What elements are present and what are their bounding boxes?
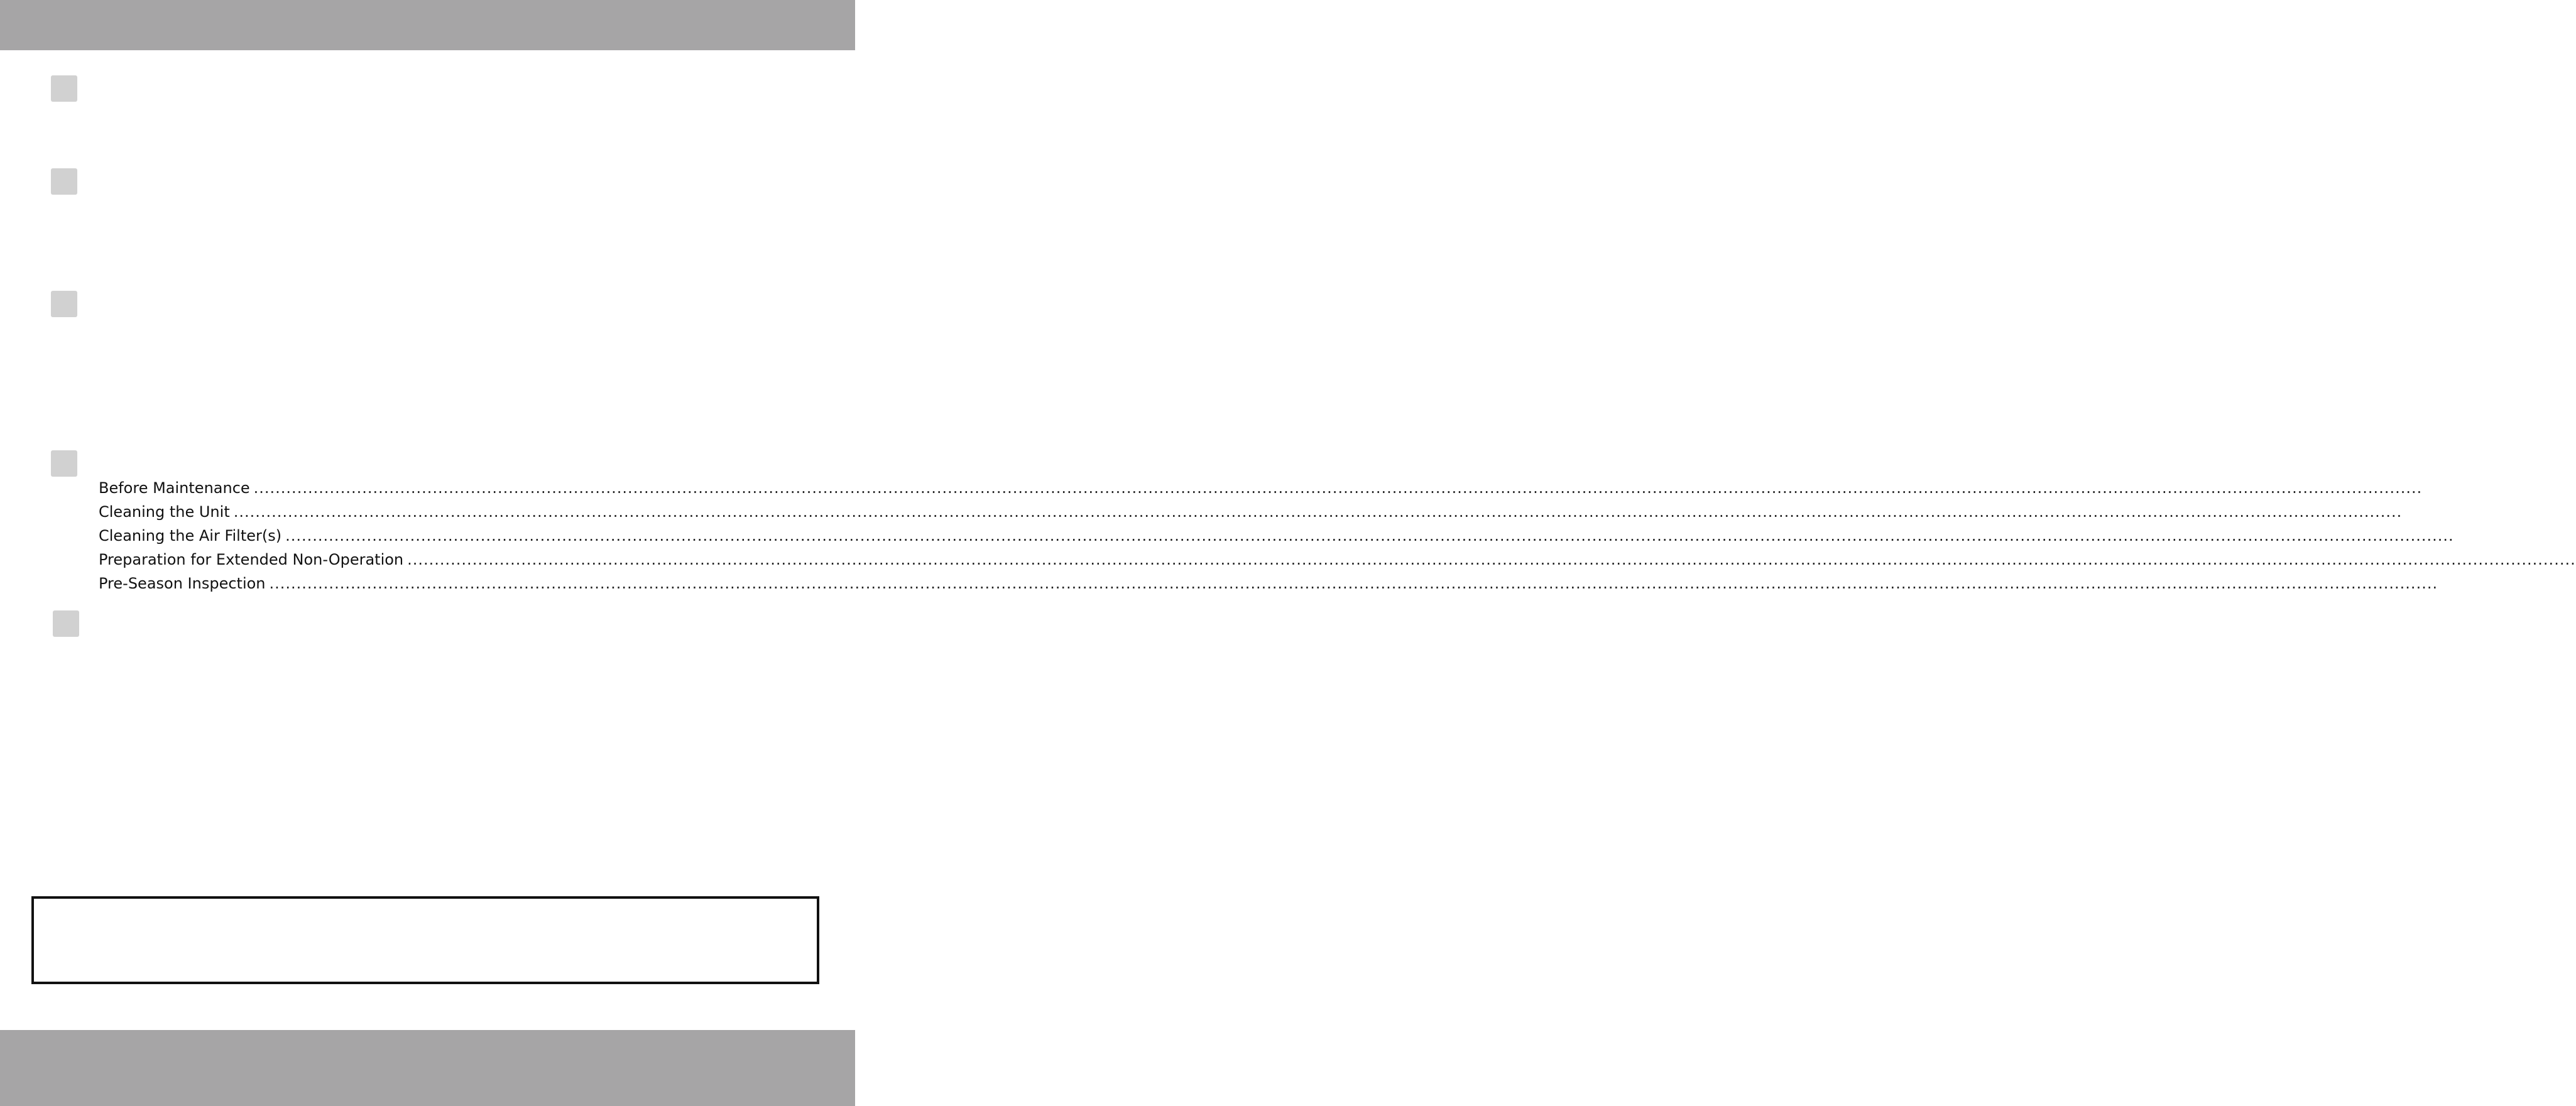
section-3-marker [51,291,77,317]
section-5-marker [53,610,79,637]
dot-leader: ................................................................................................................................................................................................................................................................................................................................................................................................................ [253,479,2423,497]
dot-leader: ................................................................................................................................................................................................................................................................................................................................................................................................................ [233,503,2403,521]
toc-item-label: Cleaning the Air Filter(s) [99,527,282,545]
dot-leader: ................................................................................................................................................................................................................................................................................................................................................................................................................ [407,551,2576,568]
toc-item-extended-non-operation[interactable] [99,548,2576,572]
dot-leader: ................................................................................................................................................................................................................................................................................................................................................................................................................ [269,575,2438,592]
toc-item-label: Before Maintenance [99,479,250,497]
header-bar [0,0,855,50]
toc-item-pre-season-inspection[interactable] [99,572,2438,595]
toc-item-label: Preparation for Extended Non-Operation [99,551,404,568]
toc-item-label: Pre-Season Inspection [99,575,266,592]
toc-item-cleaning-the-unit[interactable] [99,500,2403,524]
toc-item-label: Cleaning the Unit [99,503,230,521]
footer-bar [0,1030,855,1106]
toc-item-cleaning-air-filters[interactable] [99,524,2454,548]
section-2-marker [51,168,77,195]
section-1-marker [51,75,77,102]
dot-leader: ................................................................................................................................................................................................................................................................................................................................................................................................................ [285,527,2454,545]
maintenance-toc-list [99,476,2576,595]
toc-item-before-maintenance[interactable] [99,476,2423,500]
notice-box [31,896,819,984]
section-4-marker [51,450,77,477]
